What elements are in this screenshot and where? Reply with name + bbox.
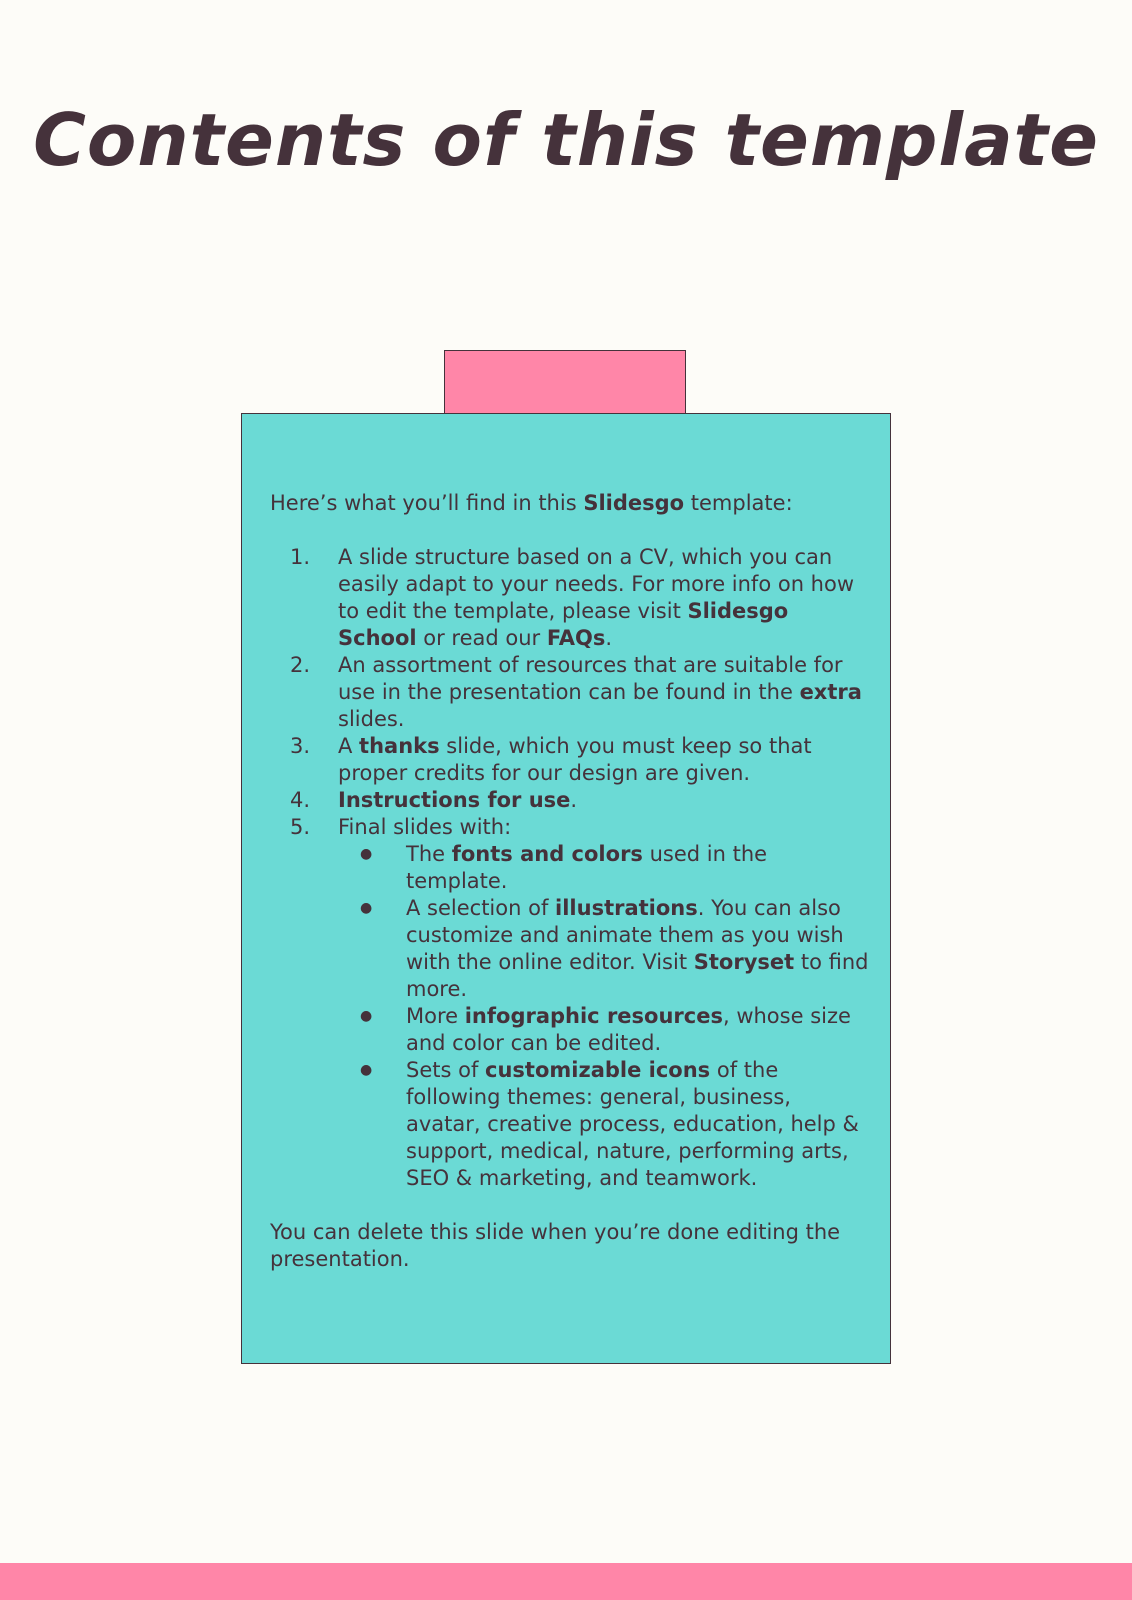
item-text: . (605, 626, 613, 650)
bullet-icon: ● (360, 1008, 373, 1024)
item-text: Sets of (406, 1058, 486, 1082)
list-number: 1. (290, 545, 311, 569)
contents-list (270, 544, 870, 1192)
item-text: More (406, 1004, 465, 1028)
outro-text: You can delete this slide when you’re done editing the presentation. (270, 1220, 841, 1271)
item-text: , whose size and color can be edited. (406, 1004, 851, 1055)
item-text: slides. (338, 707, 405, 731)
item-text: Final slides with: (338, 815, 512, 839)
item-text: The (406, 842, 452, 866)
item-text: to find more. (406, 950, 869, 1001)
intro-text (270, 490, 870, 517)
item-text: A slide structure based on a CV, which you can easily adapt to your needs. For more info on how to edit the template, please visit (338, 545, 855, 623)
item-text: . You can also customize and animate them as you wish with the online editor. Visit (406, 896, 844, 974)
item-bold: Instructions for use (338, 788, 571, 812)
item-bold: extra (799, 680, 862, 704)
bottom-accent-bar (0, 1563, 1132, 1600)
page-title: Contents of this template (33, 98, 1099, 182)
intro-suffix: template: (684, 491, 793, 515)
list-item (270, 787, 870, 814)
item-bold: infographic resources (464, 1004, 723, 1028)
item-text: . (570, 788, 578, 812)
item-text: A (338, 734, 360, 758)
list-item (270, 814, 870, 1192)
bullet-icon: ● (360, 1062, 373, 1078)
list-item (270, 652, 870, 733)
intro-prefix: Here’s what you’ll find in this (270, 491, 584, 515)
list-number: 4. (290, 788, 311, 812)
bullet-icon: ● (360, 900, 373, 916)
sub-list-item (338, 895, 870, 1003)
item-text: A selection of (406, 896, 556, 920)
item-bold: fonts and colors (451, 842, 643, 866)
pink-tab-decoration (444, 350, 686, 414)
item-text: slide, which you must keep so that proper credits for our design are given. (338, 734, 812, 785)
item-bold: Storyset (693, 950, 795, 974)
item-bold: illustrations (555, 896, 698, 920)
sub-list (338, 841, 870, 1192)
item-bold: thanks (359, 734, 440, 758)
sub-list-item (338, 1003, 870, 1057)
list-number: 3. (290, 734, 311, 758)
list-number: 5. (290, 815, 311, 839)
bullet-icon: ● (360, 846, 373, 862)
item-bold: customizable icons (485, 1058, 711, 1082)
item-text: of the following themes: general, business, avatar, creative process, education, help & support, medical, nature, performing arts, SEO & marketing, and teamwork. (406, 1058, 859, 1190)
item-text: An assortment of resources that are suitable for use in the presentation can be found in the (338, 653, 843, 704)
item-bold: Slidesgo School (338, 599, 789, 650)
item-text: used in the template. (406, 842, 768, 893)
card-content (270, 490, 870, 1273)
list-item (270, 544, 870, 652)
contents-card (241, 413, 891, 1364)
item-bold: FAQs (546, 626, 606, 650)
sub-list-item (338, 1057, 870, 1192)
list-item (270, 733, 870, 787)
sub-list-item (338, 841, 870, 895)
intro-brand: Slidesgo (583, 491, 685, 515)
list-number: 2. (290, 653, 311, 677)
item-text: or read our (416, 626, 547, 650)
